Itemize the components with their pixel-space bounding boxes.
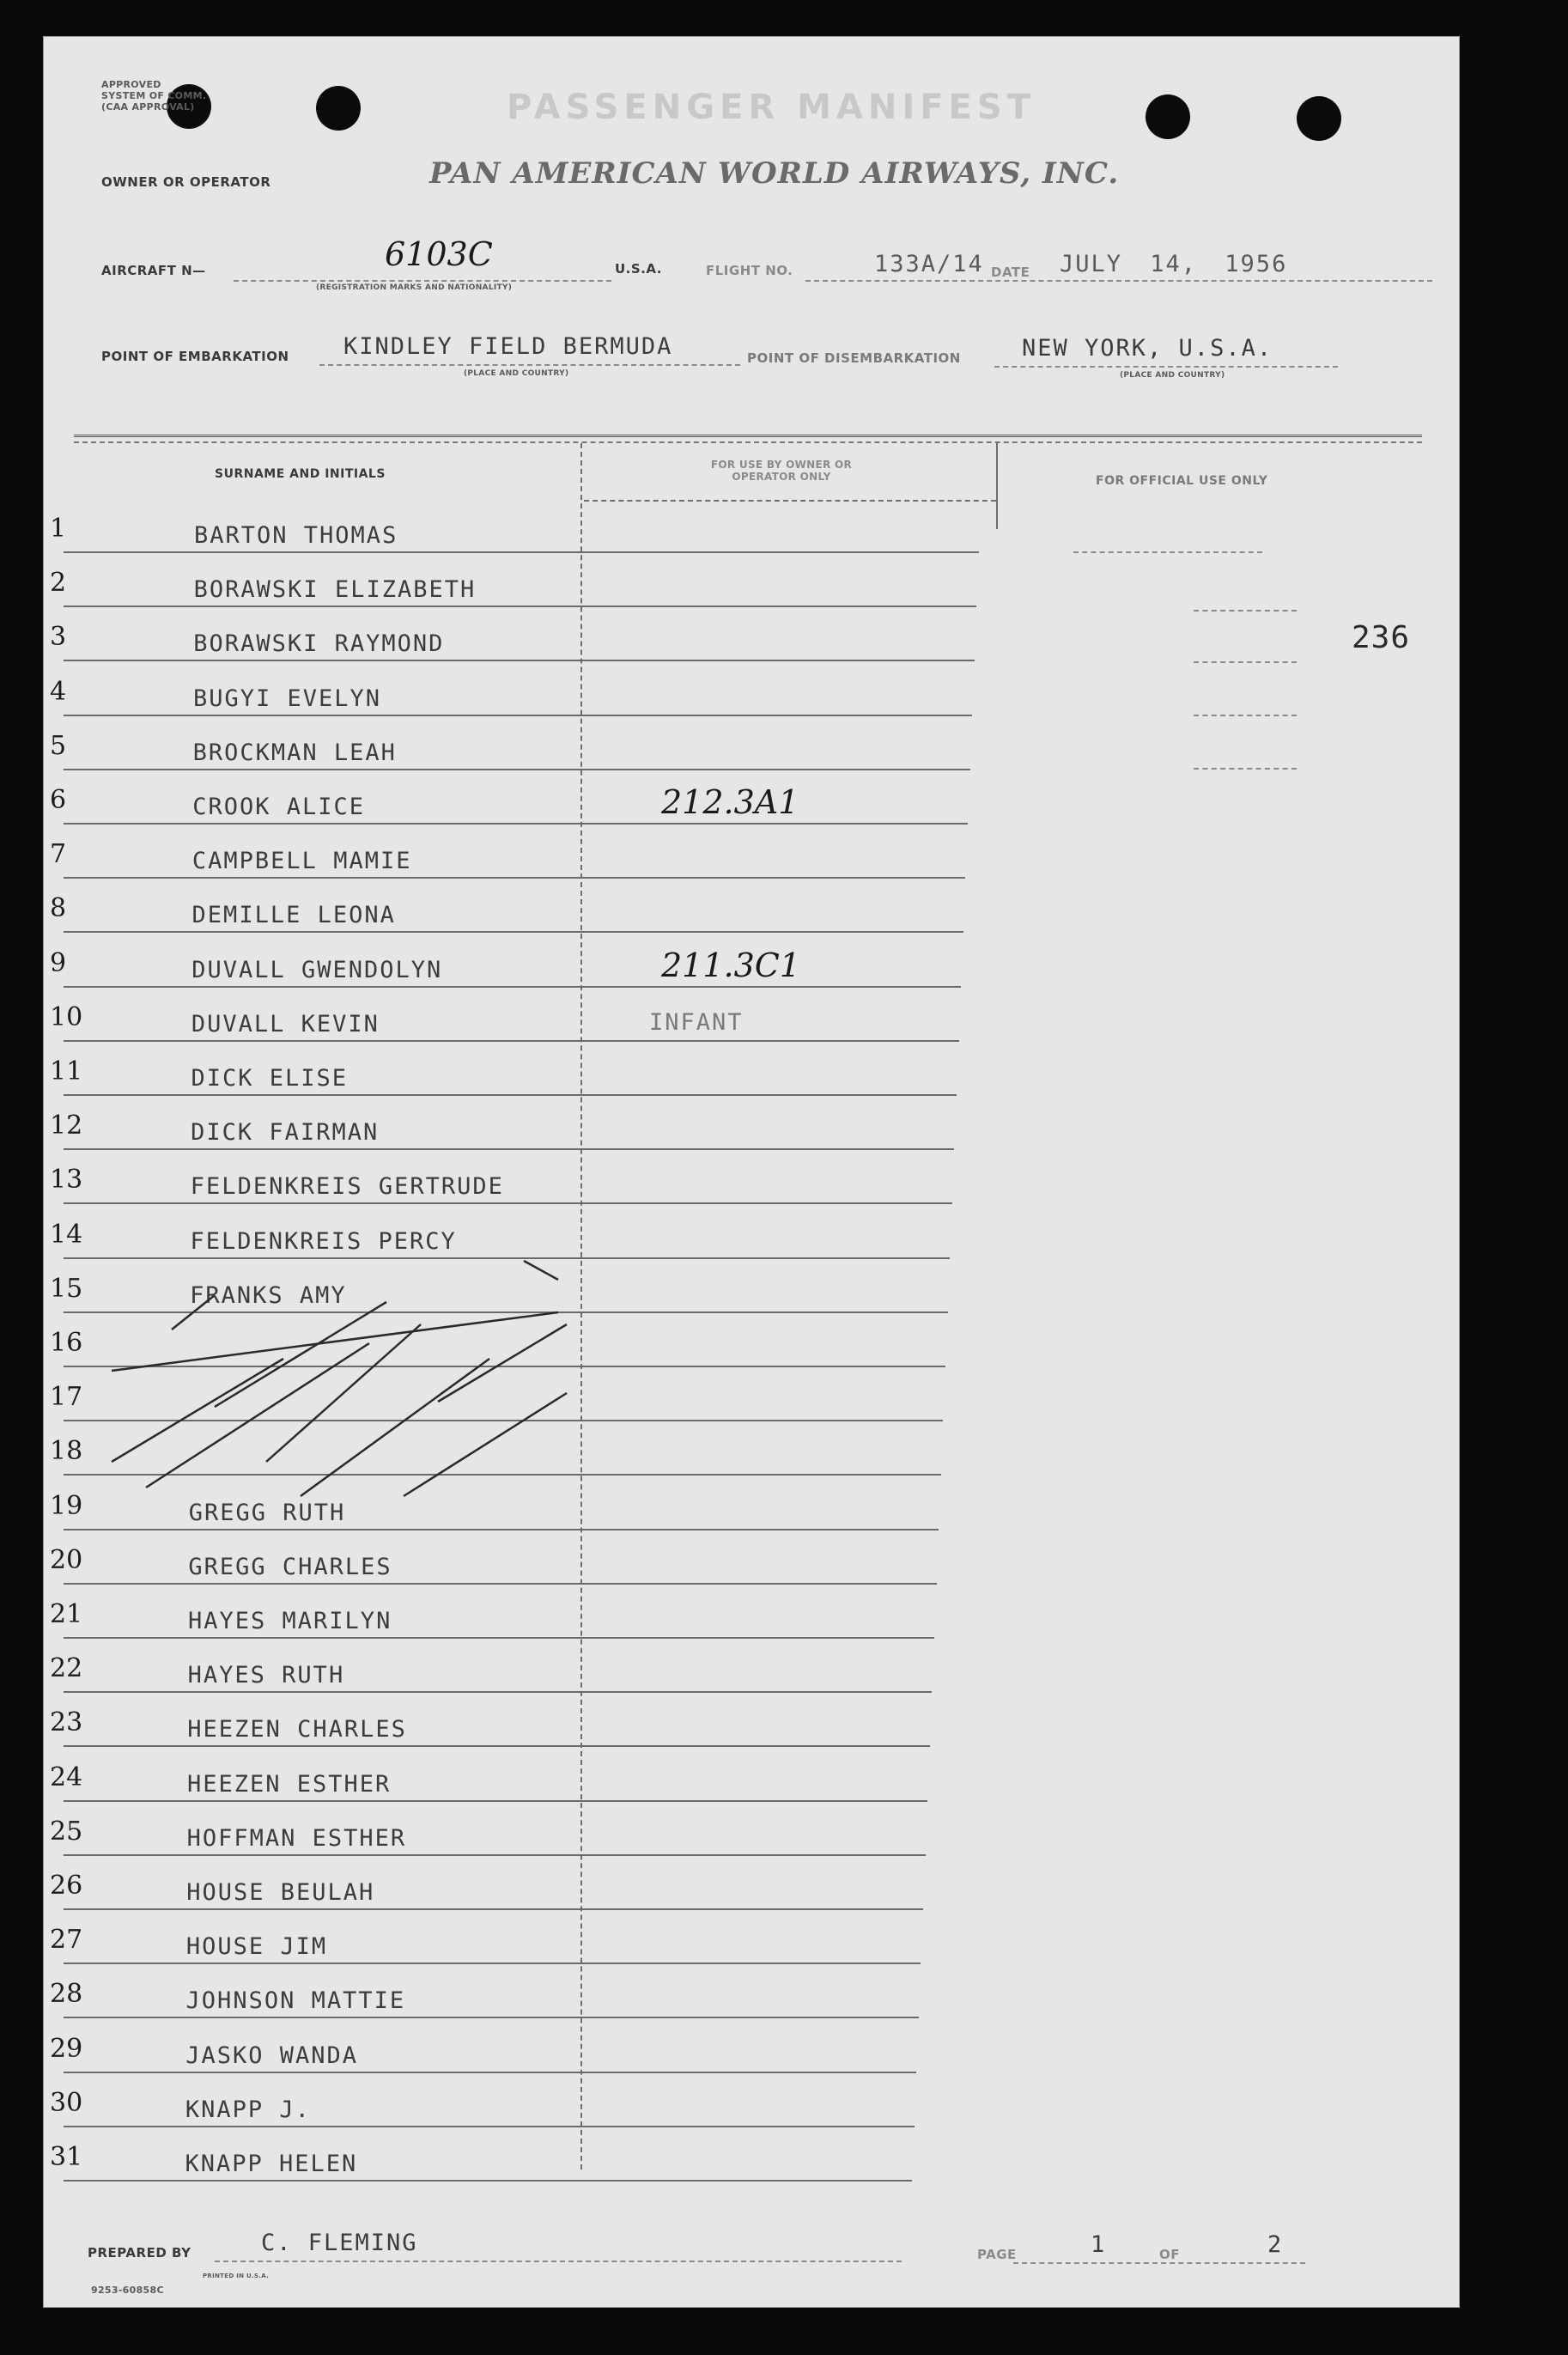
usa-label: U.S.A.: [615, 261, 662, 277]
row-number: 19: [50, 1490, 83, 1521]
passenger-name: DICK FAIRMAN: [191, 1119, 380, 1147]
passenger-name: HEEZEN CHARLES: [187, 1716, 407, 1743]
row-number: 10: [50, 1001, 83, 1032]
row-number: 13: [50, 1165, 83, 1196]
page-label: PAGE: [977, 2247, 1017, 2262]
passenger-name: FRANKS AMY: [190, 1281, 347, 1309]
row-rule: [64, 1691, 932, 1693]
col-official-use: FOR OFFICIAL USE ONLY: [1096, 474, 1268, 488]
passenger-name: CROOK ALICE: [192, 794, 366, 820]
strike-through-marks: [43, 36, 1460, 1548]
owner-note: 211.3C1: [661, 946, 801, 984]
passenger-name: HOFFMAN ESTHER: [186, 1824, 407, 1852]
row-number: 28: [50, 1979, 83, 2010]
row-rule: [64, 1637, 934, 1639]
row-rule: [64, 1908, 923, 1910]
aircraft-label: AIRCRAFT N—: [101, 263, 206, 278]
page-title: PASSENGER MANIFEST: [507, 88, 1036, 127]
row-rule: [64, 2017, 919, 2018]
approval-line: APPROVED: [101, 79, 161, 90]
place-note-2: (PLACE AND COUNTRY): [1120, 371, 1225, 380]
row-number: 24: [50, 1762, 83, 1792]
row-rule: [64, 1800, 927, 1802]
row-number: 1: [50, 514, 67, 544]
row-number: 31: [50, 2142, 83, 2172]
page-value: 1: [1091, 2231, 1107, 2258]
row-number: 11: [50, 1056, 83, 1086]
row-number: 7: [50, 839, 67, 870]
form-number: 9253-60858C: [91, 2285, 164, 2296]
row-number: 20: [50, 1544, 83, 1575]
manifest-sheet: [43, 36, 1460, 2308]
passenger-name: HOUSE BEULAH: [186, 1879, 375, 1906]
passenger-name: GREGG CHARLES: [188, 1553, 392, 1580]
of-label: OF: [1159, 2247, 1180, 2262]
passenger-name: KNAPP HELEN: [185, 2151, 358, 2177]
row-rule: [64, 2180, 912, 2182]
embarkation-label: POINT OF EMBARKATION: [101, 349, 289, 364]
row-number: 21: [50, 1599, 83, 1629]
row-number: 9: [50, 947, 67, 978]
owner-value: PAN AMERICAN WORLD AIRWAYS, INC.: [429, 156, 1120, 191]
row-number: 27: [50, 1925, 83, 1956]
row-number: 2: [50, 568, 67, 599]
row-rule: [64, 1962, 921, 1964]
date-label: DATE: [991, 265, 1030, 280]
registration-note: (REGISTRATION MARKS AND NATIONALITY): [316, 283, 513, 292]
row-number: 6: [50, 785, 67, 815]
owner-note: 212.3A1: [661, 783, 799, 821]
passenger-name: BORAWSKI RAYMOND: [193, 630, 445, 658]
row-number: 8: [50, 893, 67, 924]
prepared-label: PREPARED BY: [88, 2245, 191, 2261]
passenger-name: DUVALL KEVIN: [191, 1010, 380, 1038]
aircraft-value: 6103C: [385, 235, 493, 273]
margin-note: 236: [1352, 620, 1411, 655]
row-rule: [64, 2072, 916, 2073]
passenger-name: BUGYI EVELYN: [192, 685, 382, 712]
row-number: 5: [50, 730, 67, 761]
passenger-name: DEMILLE LEONA: [191, 902, 396, 929]
place-note: (PLACE AND COUNTRY): [464, 369, 569, 378]
printed-note: PRINTED IN U.S.A.: [203, 2273, 270, 2279]
passenger-name: BROCKMAN LEAH: [192, 739, 397, 766]
col-owner-use: FOR USE BY OWNER OR OPERATOR ONLY: [710, 459, 853, 483]
row-number: 16: [50, 1328, 83, 1358]
row-rule: [64, 1745, 930, 1747]
row-number: 12: [50, 1111, 83, 1141]
row-number: 26: [50, 1871, 83, 1901]
disembarkation-value: NEW YORK, U.S.A.: [1022, 335, 1273, 362]
passenger-name: DUVALL GWENDOLYN: [191, 956, 443, 983]
passenger-name: JOHNSON MATTIE: [185, 1987, 406, 2015]
row-number: 3: [50, 622, 67, 653]
owner-note: INFANT: [649, 1008, 744, 1036]
passenger-name: FELDENKREIS GERTRUDE: [190, 1173, 504, 1201]
col-surname: SURNAME AND INITIALS: [215, 467, 386, 481]
approval-line: (CAA APPROVAL): [101, 101, 195, 113]
passenger-name: BARTON THOMAS: [194, 522, 398, 549]
row-rule: [64, 1854, 926, 1856]
row-number: 14: [50, 1219, 83, 1250]
of-value: 2: [1267, 2231, 1284, 2258]
row-number: 25: [50, 1816, 83, 1847]
row-number: 22: [50, 1653, 83, 1684]
passenger-name: HAYES RUTH: [187, 1662, 345, 1689]
embarkation-value: KINDLEY FIELD BERMUDA: [343, 333, 673, 360]
passenger-name: FELDENKREIS PERCY: [190, 1227, 457, 1255]
passenger-name: CAMPBELL MAMIE: [191, 848, 412, 875]
passenger-name: HAYES MARILYN: [188, 1608, 392, 1634]
disembarkation-label: POINT OF DISEMBARKATION: [747, 350, 961, 366]
row-number: 23: [50, 1707, 83, 1738]
passenger-name: KNAPP J.: [185, 2096, 311, 2123]
owner-label: OWNER OR OPERATOR: [101, 174, 271, 190]
row-number: 4: [50, 676, 67, 707]
row-number: 29: [50, 2033, 83, 2064]
passenger-name: JASKO WANDA: [185, 2042, 358, 2069]
prepared-value: C. FLEMING: [261, 2230, 418, 2256]
passenger-name: DICK ELISE: [191, 1065, 349, 1092]
row-rule: [64, 2126, 915, 2127]
flight-label: FLIGHT NO.: [706, 263, 793, 278]
row-number: 15: [50, 1273, 83, 1304]
row-number: 18: [50, 1436, 83, 1467]
passenger-name: HEEZEN ESTHER: [186, 1770, 392, 1798]
passenger-name: GREGG RUTH: [188, 1499, 346, 1526]
row-number: 30: [50, 2087, 83, 2118]
date-value: JULY 14, 1956: [1060, 251, 1288, 277]
row-rule: [64, 1583, 937, 1585]
approval-line: SYSTEM OF COMM.: [101, 90, 207, 101]
passenger-name: HOUSE JIM: [185, 1933, 328, 1961]
flight-value: 133A/14: [874, 251, 984, 277]
passenger-name: BORAWSKI ELIZABETH: [193, 576, 477, 604]
row-number: 17: [50, 1382, 83, 1413]
